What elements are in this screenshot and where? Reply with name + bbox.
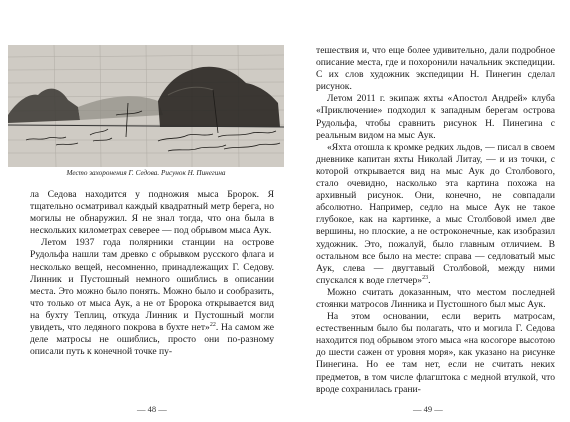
paragraph: Летом 2011 г. экипаж яхты «Апостол Андрей» клуба «Приключение» подходил к западным берегам острова Рудольфа, чтобы сравнить рисунок Н. Пинегина с реальным видом на мыс Аук. bbox=[316, 93, 555, 141]
paragraph: «Яхта отошла к кромке редких льдов, — писал в своем дневнике капитан яхты Николай Литау, — и из точки, с которой открывается вид на мыс Аук до Столбового, стало очевидно, насколько эта картина похожа на архивный рисунок. Они, конечно, не совпадали абсолютно. Например, седло на мысе Аук не такое глубокое, как на картинке, а мыс Столбовой имел две вершины, но плоские, а не остроконечные, как изобразил художник. Это, пожалуй, было главным отличием. В остальном все было на месте: справа — седловатый мыс Аук, слева — двугтавый Столбовой, между ними спускался к воде глетчер»$^{23}$. bbox=[316, 141, 555, 286]
page-number: — 49 — bbox=[413, 404, 443, 414]
left-body-text bbox=[30, 189, 274, 358]
page-number: — 48 — bbox=[137, 404, 167, 414]
right-page bbox=[285, 0, 570, 422]
paragraph: тешествия и, что еще более удивительно, дали подробное описание места, где и похоронили начальник экспедиции. С их слов художник экспедиции Н. Пинегин сделал рисунок. bbox=[316, 45, 555, 93]
figure-caption: Место захоронения Г. Седова. Рисунок Н. Пинегина bbox=[66, 169, 226, 177]
paragraph: Летом 1937 года полярники станции на острове Рудольфа нашли там древко с обрывком русского флага и несколько вещей, несомненно, принадлежащих Г. Седову. Линник и Пустошный немного ошиблись в описании места. Это можно было понять. Можно было и сообразить, что только от мыса Аук, а не от Бророка открывается вид на бухту Теплиц, откуда Линник и Пустошный могли увидеть, что ледяного покрова в бухте нет»$^{22}$. На самом же деле матросы не ошиблись, просто они по-разному описали путь к конечной точке пу- bbox=[30, 237, 274, 358]
paragraph: ла Седова находится у подножия мыса Бророк. Я тщательно осматривал каждый квадратный метр берега, но могилы не обнаружил. Я не знал тогда, что она была в нескольких километрах северее — под обрывом мыса Аук. bbox=[30, 189, 274, 237]
sketch-drawing bbox=[8, 45, 284, 167]
right-body-text bbox=[316, 45, 555, 396]
sketch-illustration bbox=[8, 45, 284, 167]
paragraph: На этом основании, если верить матросам, естественным было бы полагать, что и могила Г. Седова находится под обрывом этого мыса «на косогоре высотою до шести сажен от уровня моря», как указано на рисунке Пинегина. Но ее там нет, если не считать неких предметов, в том числе флагштока с медной втулкой, что вроде сохранилась грани- bbox=[316, 311, 555, 395]
paragraph: Можно считать доказанным, что местом последней стоянки матросов Линника и Пустошного был мыс Аук. bbox=[316, 286, 555, 310]
